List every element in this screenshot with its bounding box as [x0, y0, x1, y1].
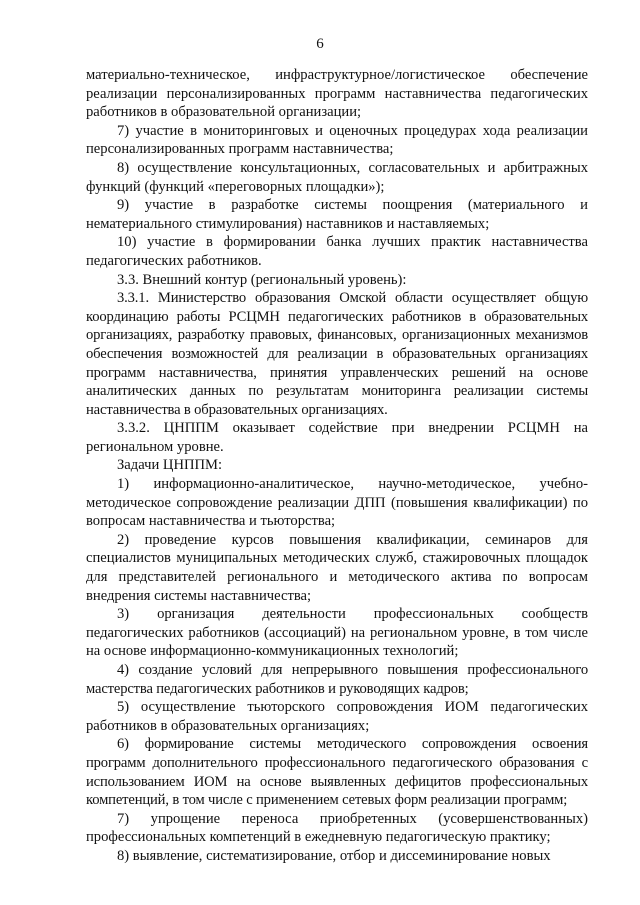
section-3-3-2: 3.3.2. ЦНППМ оказывает содействие при внедрении РСЦМН на региональном уровне.: [86, 420, 588, 455]
list-item-7: 7) участие в мониторинговых и оценочных процедурах хода реализации персонализированных программ наставничества;: [86, 122, 588, 158]
paragraph: материально-техническое, инфраструктурное/логистическое обеспечение реализации персонализированных программ наставничества педагогических работников в образовательной организации;: [86, 67, 588, 121]
page-number: 6: [316, 36, 324, 52]
section-heading-3-3: 3.3. Внешний контур (региональный уровень):: [117, 271, 407, 288]
task-item-1: 1) информационно-аналитическое, научно-методическое, учебно-методическое сопровождение реализации ДПП (повышения квалификации) по вопросам наставничества и тьюторства;: [86, 476, 588, 530]
task-item-8: 8) выявление, систематизирование, отбор и диссеминирование новых: [117, 847, 551, 864]
task-item-2: 2) проведение курсов повышения квалификации, семинаров для специалистов муниципальных методических служб, стажировочных площадок для представителей регионального и методического актива по вопросам внедрения системы наставничества;: [86, 531, 588, 604]
document-body: [86, 66, 588, 866]
task-item-6: 6) формирование системы методического сопровождения освоения программ дополнительного профессионального педагогического образования с использованием ИОМ на основе выявленных дефицитов профессиональных компетенций, в том числе с применением сетевых форм реализации программ;: [86, 736, 588, 809]
task-item-3: 3) организация деятельности профессиональных сообществ педагогических работников (ассоциаций) на региональном уровне, в том числе на основе информационно-коммуникационных технологий;: [86, 606, 588, 660]
list-item-8: 8) осуществление консультационных, согласовательных и арбитражных функций (функций «переговорных площадки»);: [86, 159, 588, 195]
section-3-3-1: 3.3.1. Министерство образования Омской области осуществляет общую координацию работы РСЦМН педагогических работников в образовательных организациях, разработку правовых, финансовых, организационных механизмов обеспечения возможностей для реализации в образовательных организациях программ наставничества, принятия управленческих решений на основе аналитических данных по результатам мониторинга реализации системы наставничества в образовательных организациях.: [86, 290, 588, 418]
task-item-5: 5) осуществление тьюторского сопровождения ИОМ педагогических работников в образовательных организациях;: [86, 699, 588, 734]
task-item-4: 4) создание условий для непрерывного повышения профессионального мастерства педагогических работников и руководящих кадров;: [86, 662, 588, 697]
tasks-heading: Задачи ЦНППМ:: [117, 457, 223, 474]
task-item-7: 7) упрощение переноса приобретенных (усовершенствованных) профессиональных компетенций в ежедневную педагогическую практику;: [86, 810, 588, 846]
list-item-10: 10) участие в формировании банка лучших практик наставничества педагогических работников.: [86, 234, 588, 269]
list-item-9: 9) участие в разработке системы поощрения (материального и нематериального стимулирования) наставников и наставляемых;: [86, 197, 588, 232]
